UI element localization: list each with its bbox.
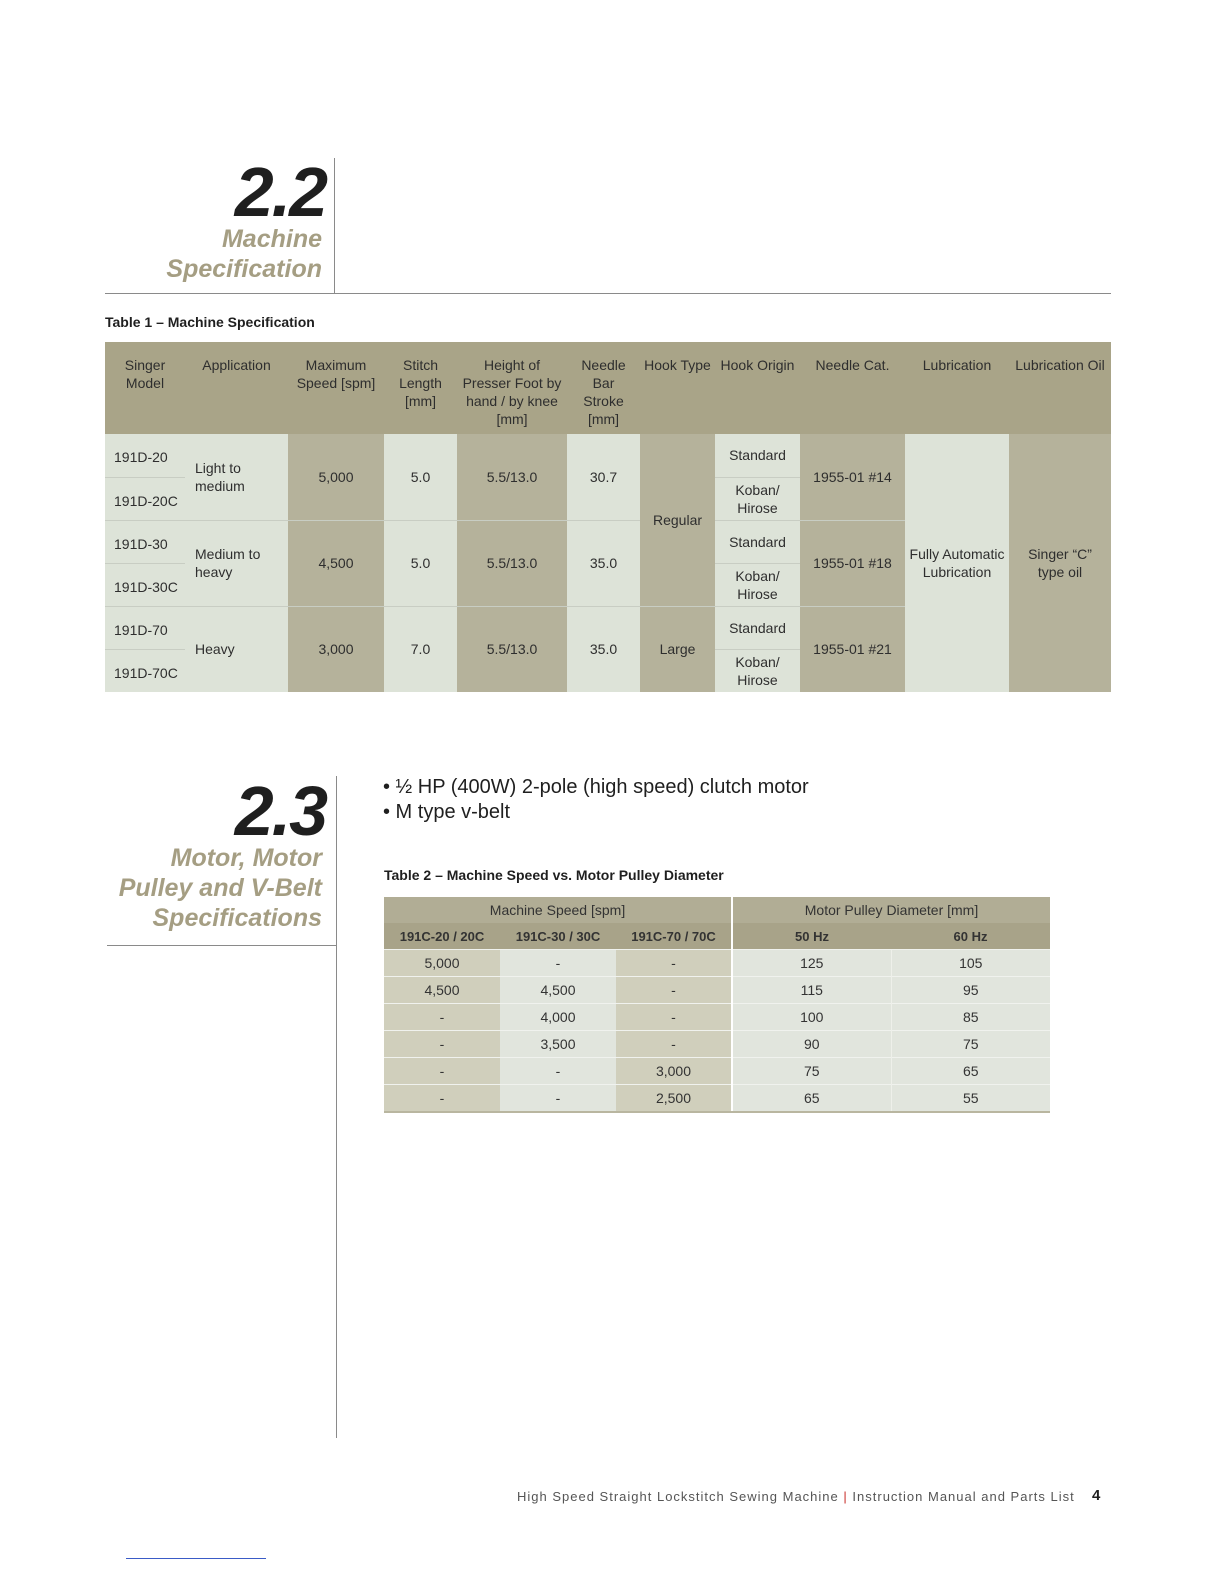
application-cell: Heavy (185, 606, 288, 692)
model-cell: 191D-70C (105, 649, 185, 692)
table-row (384, 1004, 1050, 1031)
header-60hz: 60 Hz (891, 923, 1050, 950)
header-max-speed: Maximum Speed [spm] (288, 342, 384, 434)
header-stitch-length: Stitch Length [mm] (384, 342, 457, 434)
model-cell: 191D-30 (105, 520, 185, 563)
table2-caption: Table 2 – Machine Speed vs. Motor Pulley Diameter (384, 867, 724, 883)
section-divider-horizontal (107, 945, 336, 946)
table-cell: 4,500 (384, 977, 500, 1004)
header-191c-70: 191C-70 / 70C (616, 923, 732, 950)
table-cell: 90 (732, 1031, 891, 1058)
header-hook-type: Hook Type (640, 342, 715, 434)
header-presser-foot: Height of Presser Foot by hand / by knee [mm] (457, 342, 567, 434)
table-cell: - (384, 1058, 500, 1085)
table-row (384, 1085, 1050, 1113)
model-cell: 191D-30C (105, 563, 185, 606)
header-191c-20: 191C-20 / 20C (384, 923, 500, 950)
bullet-item: • ½ HP (400W) 2-pole (high speed) clutch motor (383, 776, 809, 798)
presser-cell: 5.5/13.0 (457, 434, 567, 520)
model-cell: 191D-20 (105, 434, 185, 477)
table-cell: 100 (732, 1004, 891, 1031)
presser-cell: 5.5/13.0 (457, 606, 567, 692)
hook-origin-cell: Standard (715, 520, 800, 563)
table-cell: - (616, 950, 732, 977)
header-lubrication-oil: Lubrication Oil (1009, 342, 1111, 434)
header-needle-cat: Needle Cat. (800, 342, 905, 434)
section-number-2-3: 2.3 (234, 772, 326, 850)
motor-spec-bullets (383, 775, 809, 825)
table-cell: 3,500 (500, 1031, 616, 1058)
hook-type-cell: Regular (640, 434, 715, 606)
hook-origin-cell: Standard (715, 434, 800, 477)
application-cell: Medium to heavy (185, 520, 288, 606)
table-row (384, 977, 1050, 1004)
speed-cell: 3,000 (288, 606, 384, 692)
header-singer-model: Singer Model (105, 342, 185, 434)
header-hook-origin: Hook Origin (715, 342, 800, 434)
table-cell: 75 (732, 1058, 891, 1085)
table-row (105, 434, 1111, 477)
table-cell: 95 (891, 977, 1050, 1004)
application-cell: Light to medium (185, 434, 288, 520)
section-title-line: Specifications (152, 904, 322, 932)
section-title-2-3 (119, 843, 322, 933)
stitch-cell: 5.0 (384, 434, 457, 520)
header-needle-bar-stroke: Needle Bar Stroke [mm] (567, 342, 640, 434)
footer-subtitle: Instruction Manual and Parts List (852, 1489, 1075, 1504)
table-cell: 4,000 (500, 1004, 616, 1031)
stroke-cell: 35.0 (567, 606, 640, 692)
lubrication-cell: Fully Automatic Lubrication (905, 434, 1009, 692)
table-cell: 125 (732, 950, 891, 977)
table-cell: - (616, 1004, 732, 1031)
table-cell: 55 (891, 1085, 1050, 1113)
table1-caption: Table 1 – Machine Specification (105, 314, 315, 330)
table-cell: 4,500 (500, 977, 616, 1004)
hook-origin-cell: Standard (715, 606, 800, 649)
model-cell: 191D-20C (105, 477, 185, 520)
table-cell: 3,000 (616, 1058, 732, 1085)
table-cell: 105 (891, 950, 1050, 977)
table-cell: 65 (891, 1058, 1050, 1085)
table-cell: - (384, 1031, 500, 1058)
table-cell: 2,500 (616, 1085, 732, 1113)
model-cell: 191D-70 (105, 606, 185, 649)
section-divider-vertical (334, 158, 335, 294)
header-191c-30: 191C-30 / 30C (500, 923, 616, 950)
table-cell: 75 (891, 1031, 1050, 1058)
footer-title: High Speed Straight Lockstitch Sewing Machine (517, 1489, 839, 1504)
table-row (384, 1058, 1050, 1085)
table-cell: - (616, 1031, 732, 1058)
bullet-item: • M type v-belt (383, 801, 511, 823)
table-row (384, 950, 1050, 977)
lubrication-oil-cell: Singer “C” type oil (1009, 434, 1111, 692)
section-title-line: Pulley and V-Belt (118, 874, 322, 902)
table-cell: - (384, 1004, 500, 1031)
presser-cell: 5.5/13.0 (457, 520, 567, 606)
section-title-line: Machine (221, 225, 322, 253)
hook-origin-cell: Koban/ Hirose (715, 563, 800, 606)
table-cell: - (500, 1058, 616, 1085)
table-cell: - (500, 1085, 616, 1113)
speed-cell: 5,000 (288, 434, 384, 520)
machine-spec-table (105, 342, 1111, 692)
stitch-cell: 5.0 (384, 520, 457, 606)
section-divider-horizontal (105, 293, 1111, 294)
page-footer (517, 1489, 1075, 1504)
hook-origin-cell: Koban/ Hirose (715, 649, 800, 692)
table-cell: 85 (891, 1004, 1050, 1031)
stroke-cell: 30.7 (567, 434, 640, 520)
footer-separator: | (843, 1489, 848, 1504)
header-pulley-diameter: Motor Pulley Diameter [mm] (732, 897, 1050, 923)
header-50hz: 50 Hz (732, 923, 891, 950)
header-machine-speed: Machine Speed [spm] (384, 897, 732, 923)
section-title-line: Motor, Motor (170, 844, 322, 872)
needle-cell: 1955-01 #18 (800, 520, 905, 606)
table-cell: 65 (732, 1085, 891, 1113)
needle-cell: 1955-01 #21 (800, 606, 905, 692)
section-title-line: Specification (166, 255, 322, 283)
speed-cell: 4,500 (288, 520, 384, 606)
needle-cell: 1955-01 #14 (800, 434, 905, 520)
page-number: 4 (1092, 1487, 1101, 1504)
table-cell: - (616, 977, 732, 1004)
table-cell: 5,000 (384, 950, 500, 977)
table-cell: 115 (732, 977, 891, 1004)
section-divider-vertical (336, 776, 337, 1438)
header-lubrication: Lubrication (905, 342, 1009, 434)
section-number-2-2: 2.2 (234, 153, 326, 231)
stitch-cell: 7.0 (384, 606, 457, 692)
table-cell: - (384, 1085, 500, 1113)
table-cell: - (500, 950, 616, 977)
table-row (384, 1031, 1050, 1058)
speed-pulley-table (384, 897, 1050, 1113)
hook-origin-cell: Koban/ Hirose (715, 477, 800, 520)
section-title-2-2 (166, 224, 322, 284)
hook-type-cell: Large (640, 606, 715, 692)
stroke-cell: 35.0 (567, 520, 640, 606)
header-application: Application (185, 342, 288, 434)
footnote-rule (126, 1558, 266, 1559)
